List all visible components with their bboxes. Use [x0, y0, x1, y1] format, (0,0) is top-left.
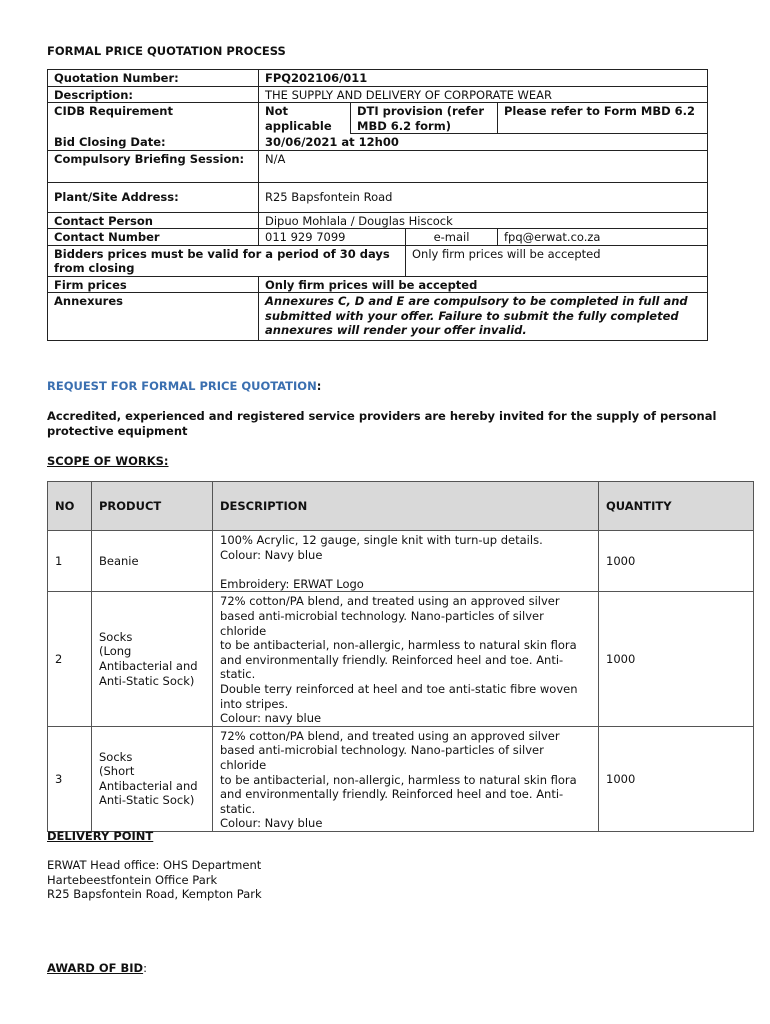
request-heading [47, 379, 321, 393]
description-line: static. [220, 801, 256, 816]
row-description [48, 86, 708, 103]
description-line: and environmentally friendly. Reinforced heel and toe. Anti- [220, 652, 564, 667]
row-contact-number [48, 229, 708, 246]
cidb-value: Not applicable [259, 103, 351, 134]
row-no: 3 [48, 726, 92, 831]
col-header-no: NO [48, 482, 92, 531]
product-line: Anti-Static Sock) [99, 793, 195, 808]
table-row [48, 531, 754, 592]
product-line: Anti-Static Sock) [99, 673, 195, 688]
award-heading [47, 961, 147, 975]
description-line: 100% Acrylic, 12 gauge, single knit with turn-up details. [220, 533, 543, 547]
description-line: Embroidery: ERWAT Logo [220, 576, 364, 591]
row-product [92, 592, 213, 726]
description-line: Double terry reinforced at heel and toe anti-static fibre woven [220, 681, 578, 696]
annexures-value: Annexures C, D and E are compulsory to be completed in full and submitted with your offer. Failure to submit the fully completed annexures will render your offer invalid. [259, 293, 708, 341]
description-line: and environmentally friendly. Reinforced heel and toe. Anti- [220, 787, 564, 802]
row-quantity: 1000 [599, 592, 754, 726]
row-description [213, 531, 599, 592]
description-line: based anti-microbial technology. Nano-particles of silver chloride [220, 608, 544, 638]
description-spacer [220, 562, 591, 577]
row-validity [48, 245, 708, 276]
closing-label: Bid Closing Date: [48, 134, 259, 151]
award-heading-text: AWARD OF BID [47, 961, 144, 975]
scope-header-row [48, 482, 754, 531]
table-row [48, 726, 754, 831]
col-header-quantity: QUANTITY [599, 482, 754, 531]
product-line: Antibacterial and [99, 778, 198, 793]
briefing-label: Compulsory Briefing Session: [48, 150, 259, 182]
description-line: Colour: navy blue [220, 711, 322, 726]
scope-heading: SCOPE OF WORKS: [47, 454, 169, 468]
description-value: THE SUPPLY AND DELIVERY OF CORPORATE WEAR [259, 86, 708, 103]
row-no: 1 [48, 531, 92, 592]
address-line: ERWAT Head office: OHS Department [47, 858, 262, 872]
description-line: to be antibacterial, non-allergic, harmless to natural skin flora [220, 772, 577, 787]
quotation-number-label: Quotation Number: [48, 70, 259, 87]
description-line: 72% cotton/PA blend, and treated using an approved silver [220, 594, 560, 609]
cidb-label: CIDB Requirement [48, 103, 259, 134]
site-label: Plant/Site Address: [48, 182, 259, 212]
award-heading-colon: : [143, 961, 147, 975]
col-header-description: DESCRIPTION [213, 482, 599, 531]
row-description [213, 726, 599, 831]
row-quotation-number [48, 70, 708, 87]
row-annexures [48, 293, 708, 341]
row-product [92, 726, 213, 831]
request-intro: Accredited, experienced and registered service providers are hereby invited for the supply of personal protective equipment [47, 409, 717, 438]
product-line: (Long [99, 644, 132, 659]
description-line: to be antibacterial, non-allergic, harmless to natural skin flora [220, 638, 577, 653]
request-heading-colon: : [316, 379, 322, 393]
product-line: Socks [99, 629, 133, 644]
table-row [48, 592, 754, 726]
description-line: into stripes. [220, 696, 289, 711]
product-line: Beanie [99, 553, 139, 568]
product-line: Socks [99, 749, 133, 764]
col-header-product: PRODUCT [92, 482, 213, 531]
quotation-info-table [47, 69, 708, 341]
row-product [92, 531, 213, 592]
contact-number-label: Contact Number [48, 229, 259, 246]
firm-prices-label: Firm prices [48, 276, 259, 293]
row-cidb [48, 103, 708, 134]
product-line: (Short [99, 764, 135, 779]
address-line: Hartebeestfontein Office Park [47, 872, 218, 887]
site-value: R25 Bapsfontein Road [259, 182, 708, 212]
email-label: e-mail [406, 229, 498, 246]
firm-prices-value: Only firm prices will be accepted [259, 276, 708, 293]
description-label: Description: [48, 86, 259, 103]
delivery-address [47, 858, 262, 902]
description-line: Colour: Navy blue [220, 547, 323, 562]
row-closing [48, 134, 708, 151]
contact-number-value: 011 929 7099 [259, 229, 406, 246]
row-description [213, 592, 599, 726]
description-line: static. [220, 667, 256, 682]
row-contact-person [48, 212, 708, 229]
address-line: R25 Bapsfontein Road, Kempton Park [47, 887, 262, 902]
scope-table [47, 481, 754, 832]
annexures-label: Annexures [48, 293, 259, 341]
dti-value: Please refer to Form MBD 6.2 [498, 103, 708, 134]
delivery-heading: DELIVERY POINT [47, 829, 154, 843]
row-quantity: 1000 [599, 726, 754, 831]
description-line: based anti-microbial technology. Nano-particles of silver chloride [220, 743, 544, 772]
email-value: fpq@erwat.co.za [498, 229, 708, 246]
row-firm-prices [48, 276, 708, 293]
validity-text: Bidders prices must be valid for a period of 30 days from closing [48, 245, 406, 276]
briefing-value: N/A [259, 150, 708, 182]
description-line: Colour: Navy blue [220, 816, 323, 831]
description-line: 72% cotton/PA blend, and treated using an approved silver [220, 728, 560, 743]
validity-note: Only firm prices will be accepted [406, 245, 708, 276]
row-no: 2 [48, 592, 92, 726]
quotation-number-value: FPQ202106/011 [259, 70, 708, 87]
row-site [48, 182, 708, 212]
contact-person-value: Dipuo Mohlala / Douglas Hiscock [259, 212, 708, 229]
closing-value: 30/06/2021 at 12h00 [259, 134, 708, 151]
contact-person-label: Contact Person [48, 212, 259, 229]
dti-label: DTI provision (refer MBD 6.2 form) [351, 103, 498, 134]
row-quantity: 1000 [599, 531, 754, 592]
request-heading-text: REQUEST FOR FORMAL PRICE QUOTATION [47, 379, 317, 393]
row-briefing [48, 150, 708, 182]
product-line: Antibacterial and [99, 659, 198, 674]
document-title: FORMAL PRICE QUOTATION PROCESS [47, 44, 286, 58]
